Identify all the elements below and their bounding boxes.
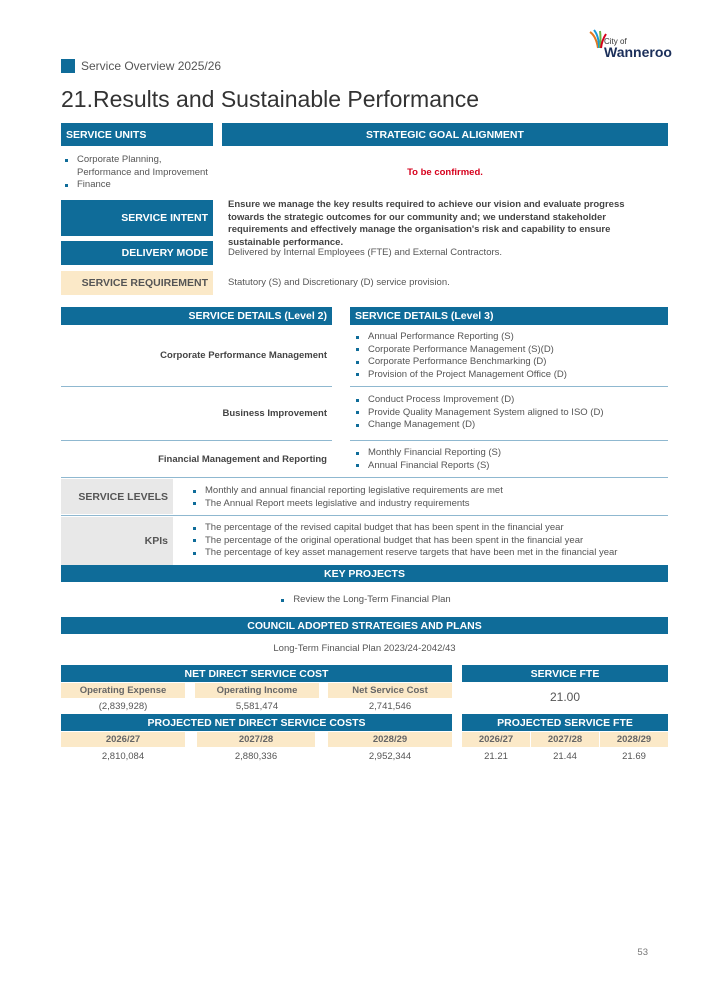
net-cost-col-header: Operating Expense [61, 683, 185, 698]
logo-small-text: City of [604, 37, 627, 46]
list-item: The Annual Report meets legislative and industry requirements [190, 498, 665, 511]
list-item: Finance [62, 179, 217, 192]
service-requirement-label: SERVICE REQUIREMENT [61, 271, 213, 295]
projected-fte-header: PROJECTED SERVICE FTE [462, 714, 668, 731]
list-item: Corporate Performance Benchmarking (D) [353, 356, 663, 369]
section-marker [61, 59, 75, 73]
list-item: The percentage of the revised capital budget that has been spent in the financial year [190, 522, 665, 535]
projected-fte-col-header: 2028/29 [600, 732, 668, 747]
projected-cost-col-header: 2026/27 [61, 732, 185, 747]
service-details-level3-header: SERVICE DETAILS (Level 3) [350, 307, 668, 325]
divider [61, 386, 332, 387]
list-item: Annual Financial Reports (S) [353, 460, 663, 473]
page-number: 53 [637, 947, 648, 958]
level3-list [353, 394, 663, 432]
list-item: Provision of the Project Management Office (D) [353, 369, 663, 382]
list-item: Review the Long-Term Financial Plan [278, 594, 450, 607]
divider [61, 515, 668, 516]
list-item: The percentage of the original operational budget that has been spent in the financial year [190, 535, 665, 548]
list-item: Provide Quality Management System aligned to ISO (D) [353, 407, 663, 420]
strategic-goal-value: To be confirmed. [407, 167, 483, 178]
service-fte-header: SERVICE FTE [462, 665, 668, 682]
projected-cost-value: 2,880,336 [234, 751, 278, 762]
projected-cost-value: 2,952,344 [368, 751, 412, 762]
logo-big-text: Wanneroo [604, 44, 672, 60]
service-requirement-text: Statutory (S) and Discretionary (D) service provision. [228, 277, 450, 288]
level3-list [353, 447, 663, 472]
net-cost-col-header: Net Service Cost [328, 683, 452, 698]
projected-cost-value: 2,810,084 [101, 751, 145, 762]
net-cost-value: (2,839,928) [98, 701, 148, 712]
level3-list [353, 331, 663, 381]
delivery-mode-label: DELIVERY MODE [61, 241, 213, 265]
list-item: Change Management (D) [353, 419, 663, 432]
level2-item: Financial Management and Reporting [158, 454, 327, 465]
list-item: Monthly Financial Reporting (S) [353, 447, 663, 460]
service-units-list [62, 154, 217, 192]
service-levels-list [190, 485, 665, 510]
page-title: 21.Results and Sustainable Performance [61, 86, 480, 112]
service-levels-label: SERVICE LEVELS [61, 479, 173, 514]
projected-cost-col-header: 2028/29 [328, 732, 452, 747]
key-projects-list [61, 594, 668, 607]
service-units-header: SERVICE UNITS [61, 123, 213, 146]
net-cost-value: 5,581,474 [235, 701, 279, 712]
projected-fte-value: 21.69 [622, 751, 646, 762]
net-cost-header: NET DIRECT SERVICE COST [61, 665, 452, 682]
list-item: Conduct Process Improvement (D) [353, 394, 663, 407]
projected-cost-col-header: 2027/28 [197, 732, 315, 747]
divider [61, 440, 332, 441]
divider [350, 386, 668, 387]
service-fte-value: 21.00 [549, 690, 581, 704]
list-item: Annual Performance Reporting (S) [353, 331, 663, 344]
service-details-level2-header: SERVICE DETAILS (Level 2) [61, 307, 332, 325]
key-projects-header: KEY PROJECTS [61, 565, 668, 582]
net-cost-col-header: Operating Income [195, 683, 319, 698]
divider [61, 477, 668, 478]
service-intent-label: SERVICE INTENT [61, 200, 213, 236]
projected-fte-col-header: 2026/27 [462, 732, 530, 747]
city-logo [586, 28, 676, 62]
divider [350, 440, 668, 441]
projected-fte-col-header: 2027/28 [531, 732, 599, 747]
strategies-text: Long-Term Financial Plan 2023/24-2042/43 [273, 643, 456, 654]
projected-fte-value: 21.21 [484, 751, 508, 762]
kpis-label: KPIs [61, 517, 173, 565]
net-cost-value: 2,741,546 [368, 701, 412, 712]
list-item: Monthly and annual financial reporting legislative requirements are met [190, 485, 665, 498]
list-item: Corporate Performance Management (S)(D) [353, 344, 663, 357]
kpis-list [190, 522, 665, 560]
strategies-header: COUNCIL ADOPTED STRATEGIES AND PLANS [61, 617, 668, 634]
projected-cost-header: PROJECTED NET DIRECT SERVICE COSTS [61, 714, 452, 731]
delivery-mode-text: Delivered by Internal Employees (FTE) and External Contractors. [228, 247, 503, 258]
service-intent-text: Ensure we manage the key results required to achieve our vision and evaluate progress towards the strategic outcomes for our community and; we understand stakeholder requirements and effectively manage the organisation's risk and capability to ensure sustainable performance. [228, 199, 625, 248]
projected-fte-value: 21.44 [553, 751, 577, 762]
strategic-goal-header: STRATEGIC GOAL ALIGNMENT [222, 123, 668, 146]
list-item: The percentage of key asset management reserve targets that have been met in the financial year [190, 547, 665, 560]
list-item: Corporate Planning, Performance and Improvement [62, 154, 217, 179]
section-label: Service Overview 2025/26 [81, 59, 222, 73]
level2-item: Business Improvement [222, 408, 327, 419]
level2-item: Corporate Performance Management [160, 350, 327, 361]
